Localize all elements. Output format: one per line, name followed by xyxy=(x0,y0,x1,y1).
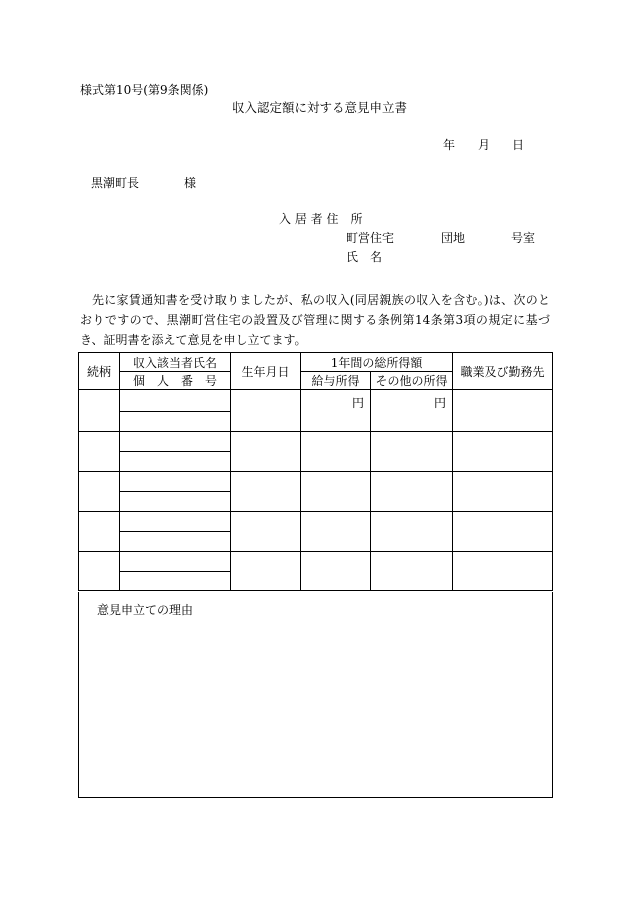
cell-birthdate[interactable] xyxy=(231,552,301,591)
room-label: 号室 xyxy=(511,231,536,245)
cell-birthdate[interactable] xyxy=(231,472,301,512)
cell-birthdate[interactable] xyxy=(231,512,301,552)
date-day: 日 xyxy=(512,138,525,152)
cell-other[interactable] xyxy=(371,390,453,432)
cell-name[interactable] xyxy=(120,512,231,532)
cell-other[interactable] xyxy=(371,552,453,591)
cell-name[interactable] xyxy=(120,472,231,492)
cell-relation[interactable] xyxy=(79,512,120,552)
cell-occupation[interactable] xyxy=(453,390,553,432)
cell-occupation[interactable] xyxy=(453,472,553,512)
housing-label: 町営住宅 xyxy=(346,231,395,245)
name-label: 氏 名 xyxy=(346,250,383,264)
cell-relation[interactable] xyxy=(79,432,120,472)
document-title: 収入認定額に対する意見申立書 xyxy=(232,100,408,115)
form-number: 様式第10号(第9条関係) xyxy=(80,83,209,97)
header-name: 収入該当者氏名 xyxy=(120,353,231,372)
reason-label: 意見申立ての理由 xyxy=(97,603,194,617)
cell-birthdate[interactable] xyxy=(231,432,301,472)
header-annual-income: 1年間の総所得額 xyxy=(301,353,453,372)
cell-salary[interactable] xyxy=(301,472,371,512)
date-month: 月 xyxy=(478,138,491,152)
cell-relation[interactable] xyxy=(79,390,120,432)
cell-personal-id[interactable] xyxy=(120,452,231,472)
cell-name[interactable] xyxy=(120,432,231,452)
addressee-honorific: 様 xyxy=(184,176,197,190)
cell-salary[interactable] xyxy=(301,390,371,432)
cell-other[interactable] xyxy=(371,432,453,472)
cell-occupation[interactable] xyxy=(453,512,553,552)
complex-label: 団地 xyxy=(441,231,466,245)
cell-salary[interactable] xyxy=(301,432,371,472)
header-relation: 続柄 xyxy=(79,353,120,390)
yen-unit: 円 xyxy=(351,396,364,410)
header-occupation: 職業及び勤務先 xyxy=(453,353,553,390)
reason-box[interactable] xyxy=(78,592,553,798)
header-personal-id: 個 人 番 号 xyxy=(120,372,231,390)
income-table xyxy=(78,352,553,591)
addressee-name: 黒潮町長 xyxy=(91,176,140,190)
header-other-income: その他の所得 xyxy=(371,372,453,390)
cell-personal-id[interactable] xyxy=(120,492,231,512)
cell-salary[interactable] xyxy=(301,552,371,591)
cell-birthdate[interactable] xyxy=(231,390,301,432)
statement-paragraph: 先に家賃通知書を受け取りましたが、私の収入(同居親族の収入を含む。)は、次のとおりですので、黒潮町営住宅の設置及び管理に関する条例第14条第3項の規定に基づき、証明書を添えて意見を申し立てます。 xyxy=(80,293,550,347)
cell-other[interactable] xyxy=(371,512,453,552)
cell-name[interactable] xyxy=(120,390,231,412)
cell-other[interactable] xyxy=(371,472,453,512)
residence-label: 入 居 者 住 所 xyxy=(279,212,363,226)
date-year: 年 xyxy=(443,138,456,152)
cell-relation[interactable] xyxy=(79,552,120,591)
cell-occupation[interactable] xyxy=(453,432,553,472)
cell-salary[interactable] xyxy=(301,512,371,552)
cell-personal-id[interactable] xyxy=(120,572,231,591)
header-salary-income: 給与所得 xyxy=(301,372,371,390)
header-birthdate: 生年月日 xyxy=(231,353,301,390)
cell-occupation[interactable] xyxy=(453,552,553,591)
cell-personal-id[interactable] xyxy=(120,412,231,432)
cell-name[interactable] xyxy=(120,552,231,572)
cell-relation[interactable] xyxy=(79,472,120,512)
cell-personal-id[interactable] xyxy=(120,532,231,552)
yen-unit: 円 xyxy=(434,396,447,410)
